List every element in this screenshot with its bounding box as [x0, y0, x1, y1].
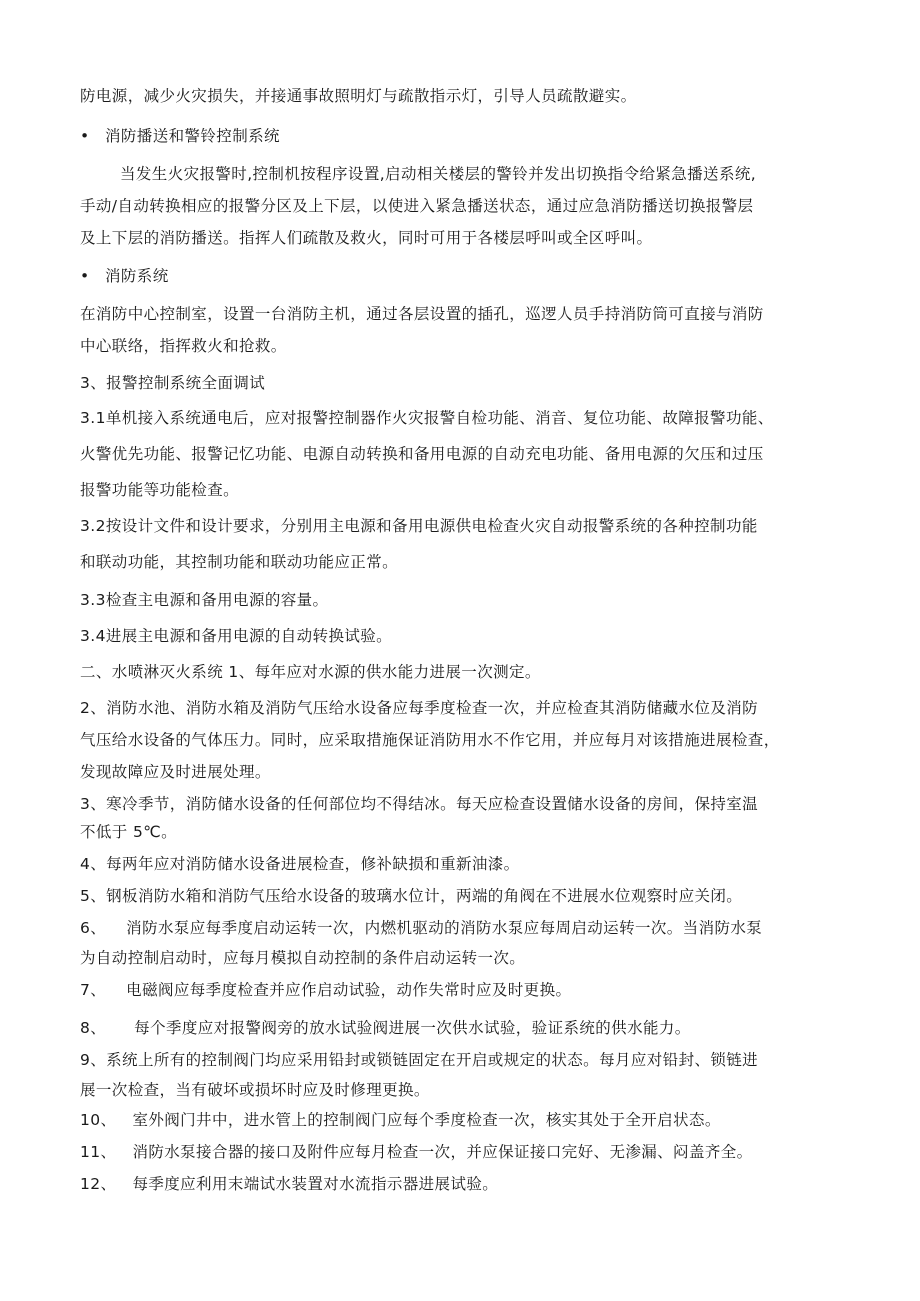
paragraph-line: 3.3检查主电源和备用电源的容量。: [80, 591, 329, 609]
list-item-number: 10、: [80, 1111, 117, 1129]
list-item-line: [80, 1174, 498, 1194]
list-item-line: 气压给水设备的气体压力。同时，应采取措施保证消防用水不作它用，并应每月对该措施进展检查，: [80, 731, 780, 749]
section-heading-sprinkler: 二、水喷淋灭火系统 1、每年应对水源的供水能力进展一次测定。: [80, 663, 541, 681]
list-item-line: [80, 1018, 691, 1038]
list-item-line: 2、消防水池、消防水箱及消防气压给水设备应每季度检查一次，并应检查其消防储藏水位及消防: [80, 699, 759, 717]
list-item-line: [80, 918, 762, 938]
paragraph-line: 3.1单机接入系统通电后，应对报警控制器作火灾报警自检功能、消音、复位功能、故障报警功能、: [80, 409, 774, 427]
list-item-line: 为自动控制启动时，应每月模拟自动控制的条件启动运转一次。: [80, 949, 526, 967]
list-item-text: 每个季度应对报警阀旁的放水试验阀进展一次供水试验，验证系统的供水能力。: [134, 1019, 691, 1037]
paragraph-line: 防电源，减少火灾损失，并接通事故照明灯与疏散指示灯，引导人员疏散避实。: [80, 87, 637, 105]
paragraph-line: 3.4进展主电源和备用电源的自动转换试验。: [80, 627, 393, 645]
list-item-number: 12、: [80, 1175, 117, 1193]
list-item-number: 6、: [80, 919, 107, 937]
paragraph-line: 和联动功能，其控制功能和联动功能应正常。: [80, 553, 399, 571]
list-item-text: 电磁阀应每季度检查并应作启动试验，动作失常时应及时更换。: [126, 981, 572, 999]
paragraph-line: 手动/自动转换相应的报警分区及上下层，以使进入紧急播送状态，通过应急消防播送切换报警层: [80, 197, 754, 215]
list-item-line: 不低于 5℃。: [80, 823, 177, 841]
list-item-line: 5、钢板消防水箱和消防气压给水设备的玻璃水位计，两端的角阀在不进展水位观察时应关闭。: [80, 887, 743, 905]
list-item-number: 11、: [80, 1143, 117, 1161]
paragraph-line: 在消防中心控制室，设置一台消防主机，通过各层设置的插孔，巡逻人员手持消防筒可直接与消防: [80, 305, 764, 323]
bullet-marker: •: [80, 267, 90, 285]
list-item-number: 7、: [80, 981, 107, 999]
list-item-line: 3、寒冷季节，消防储水设备的任何部位均不得结冰。每天应检查设置储水设备的房间，保持室温: [80, 795, 759, 813]
section-heading-fire: 消防系统: [105, 267, 169, 285]
list-item-text: 室外阀门井中，进水管上的控制阀门应每个季度检查一次，核实其处于全开启状态。: [132, 1111, 721, 1129]
list-item-text: 每季度应利用末端试水装置对水流指示器进展试验。: [132, 1175, 499, 1193]
list-item-line: 展一次检查，当有破坏或损坏时应及时修理更换。: [80, 1081, 430, 1099]
paragraph-line: 报警功能等功能检查。: [80, 481, 240, 499]
paragraph-line: 3.2按设计文件和设计要求，分别用主电源和备用电源供电检查火灾自动报警系统的各种控制功能: [80, 517, 758, 535]
list-item-line: [80, 1110, 721, 1130]
list-item-text: 消防水泵接合器的接口及附件应每月检查一次，并应保证接口完好、无渗漏、闷盖齐全。: [132, 1143, 753, 1161]
section-heading-broadcast: 消防播送和警铃控制系统: [105, 127, 280, 145]
paragraph-line: 中心联络，指挥救火和抢救。: [80, 337, 287, 355]
list-item-line: [80, 1142, 753, 1162]
list-item-text: 消防水泵应每季度启动运转一次，内燃机驱动的消防水泵应每周启动运转一次。当消防水泵: [126, 919, 763, 937]
list-item-line: 9、系统上所有的控制阀门均应采用铅封或锁链固定在开启或规定的状态。每月应对铅封、锁链进: [80, 1051, 759, 1069]
paragraph-line: 当发生火灾报警时,控制机按程序设置,启动相关楼层的警铃并发出切换指令给紧急播送系统,: [120, 165, 757, 183]
list-item-line: [80, 980, 571, 1000]
paragraph-line: 及上下层的消防播送。指挥人们疏散及救火，同时可用于各楼层呼叫或全区呼叫。: [80, 229, 653, 247]
list-item-line: 4、每两年应对消防储水设备进展检查，修补缺损和重新油漆。: [80, 855, 520, 873]
list-item-line: 发现故障应及时进展处理。: [80, 763, 271, 781]
section-heading-3: 3、报警控制系统全面调试: [80, 374, 266, 392]
list-item-number: 8、: [80, 1019, 107, 1037]
paragraph-line: 火警优先功能、报警记忆功能、电源自动转换和备用电源的自动充电功能、备用电源的欠压和过压: [80, 445, 764, 463]
bullet-marker: •: [80, 127, 90, 145]
